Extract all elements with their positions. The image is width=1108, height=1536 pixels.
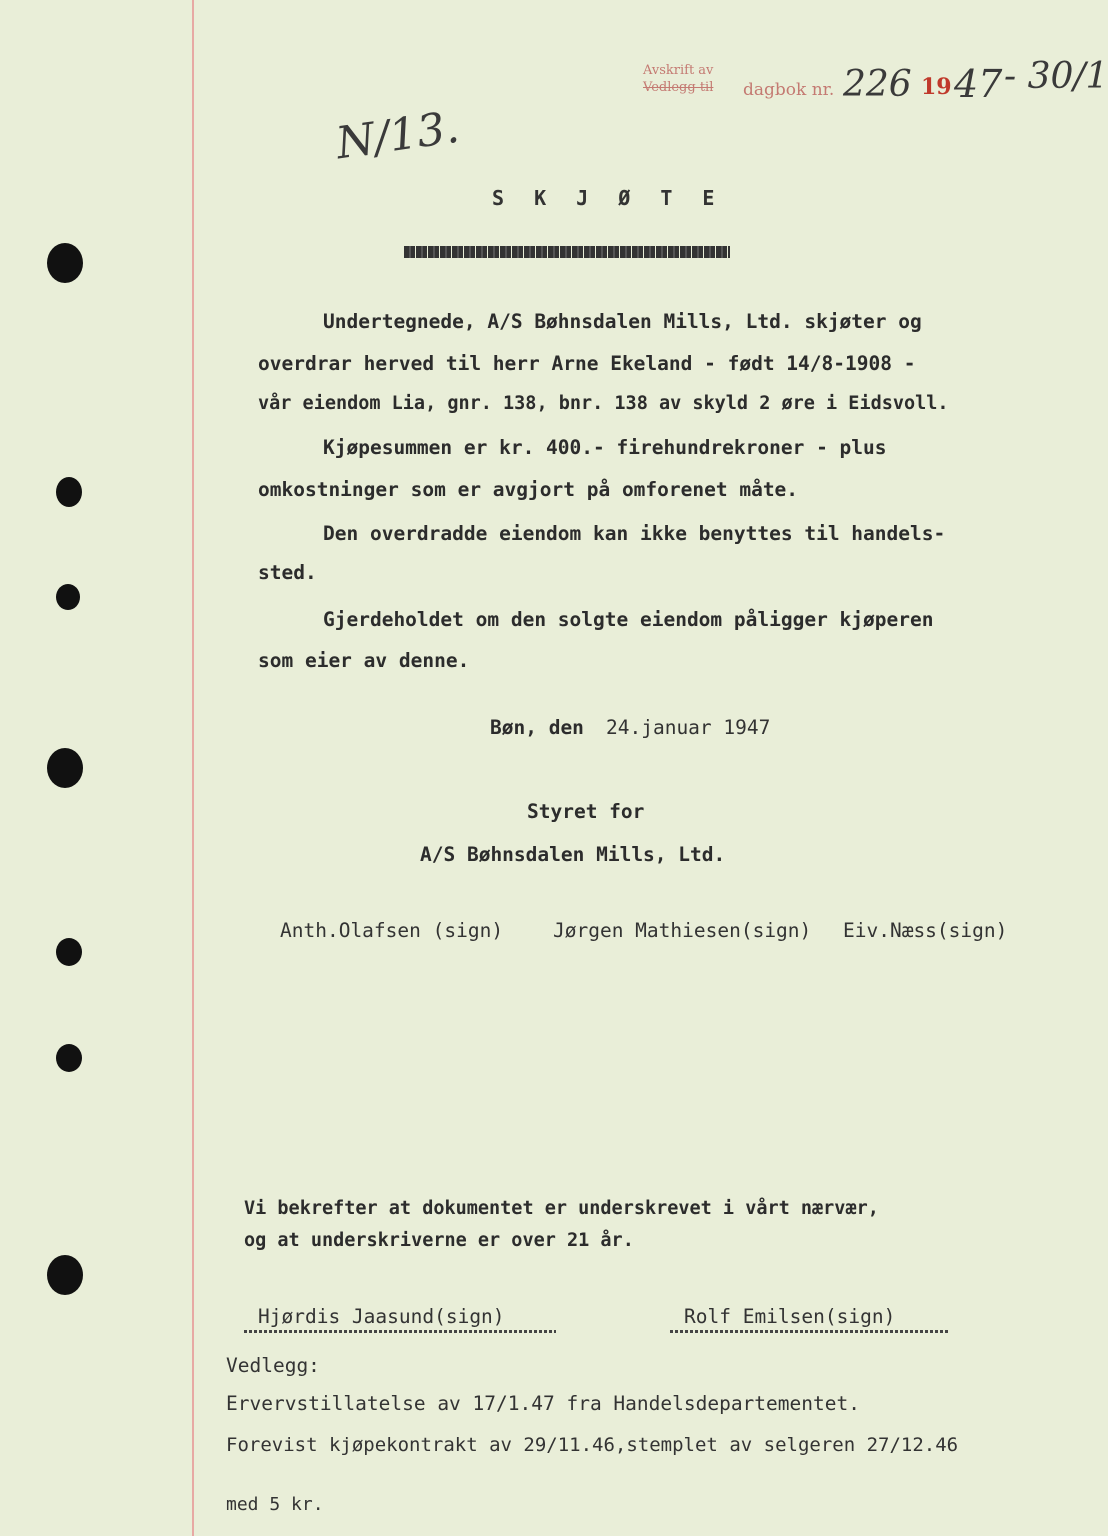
binder-hole — [47, 1255, 83, 1295]
witness-line-1: Vi bekrefter at dokumentet er underskrevet i vårt nærvær, — [244, 1198, 879, 1219]
signature: Anth.Olafsen (sign) — [280, 919, 504, 942]
attachments-label: Vedlegg: — [226, 1354, 320, 1377]
attachment-item: Ervervstillatelse av 17/1.47 fra Handelsdepartementet. — [226, 1392, 860, 1415]
binder-hole — [47, 243, 83, 283]
binder-hole — [56, 477, 82, 507]
vedlegg-label: Vedlegg til — [643, 80, 714, 95]
binder-hole — [56, 938, 82, 966]
body-line: omkostninger som er avgjort på omforenet måte. — [258, 478, 799, 501]
year-number: 47 — [954, 62, 1003, 106]
body-line: Kjøpesummen er kr. 400.- firehundrekroner - plus — [323, 436, 887, 459]
binder-hole — [56, 1044, 82, 1072]
board-line-2: A/S Bøhnsdalen Mills, Ltd. — [420, 843, 726, 866]
signature-rule — [244, 1330, 556, 1333]
fee-note: med 5 kr. — [226, 1494, 324, 1515]
body-line: sted. — [258, 561, 317, 584]
signature-rule — [670, 1330, 950, 1333]
signature: Eiv.Næss(sign) — [843, 919, 1008, 942]
signature: Jørgen Mathiesen(sign) — [553, 919, 812, 942]
body-line: overdrar herved til herr Arne Ekeland - født 14/8-1908 - — [258, 352, 916, 375]
avskrift-label: Avskrift av — [643, 63, 714, 78]
binder-hole — [47, 748, 83, 788]
body-line: som eier av denne. — [258, 649, 470, 672]
dagbok-label: dagbok nr. — [743, 80, 835, 100]
attachment-item: Forevist kjøpekontrakt av 29/11.46,stemplet av selgeren 27/12.46 — [226, 1434, 959, 1456]
title-underline — [404, 246, 730, 258]
binder-hole — [56, 584, 80, 610]
body-line: Den overdradde eiendom kan ikke benyttes til handels- — [323, 522, 946, 545]
place: Bøn, den — [490, 716, 584, 739]
margin-line — [192, 0, 194, 1536]
journal-suffix: - 30/1 — [1004, 56, 1108, 97]
margin-note: N/13. — [333, 101, 463, 170]
body-line: Gjerdeholdet om den solgte eiendom påligger kjøperen — [323, 608, 934, 631]
witness-signature: Rolf Emilsen(sign) — [684, 1305, 896, 1328]
dagbok-number: 226 — [843, 64, 912, 105]
witness-line-2: og at underskriverne er over 21 år. — [244, 1230, 634, 1251]
document-title: S K J Ø T E — [492, 186, 724, 210]
body-line: Undertegnede, A/S Bøhnsdalen Mills, Ltd. skjøter og — [323, 310, 922, 333]
year-prefix: 19 — [921, 74, 952, 100]
date: 24.januar 1947 — [606, 716, 771, 739]
body-line: vår eiendom Lia, gnr. 138, bnr. 138 av skyld 2 øre i Eidsvoll. — [258, 393, 949, 414]
witness-signature: Hjørdis Jaasund(sign) — [258, 1305, 505, 1328]
board-line-1: Styret for — [527, 800, 645, 823]
